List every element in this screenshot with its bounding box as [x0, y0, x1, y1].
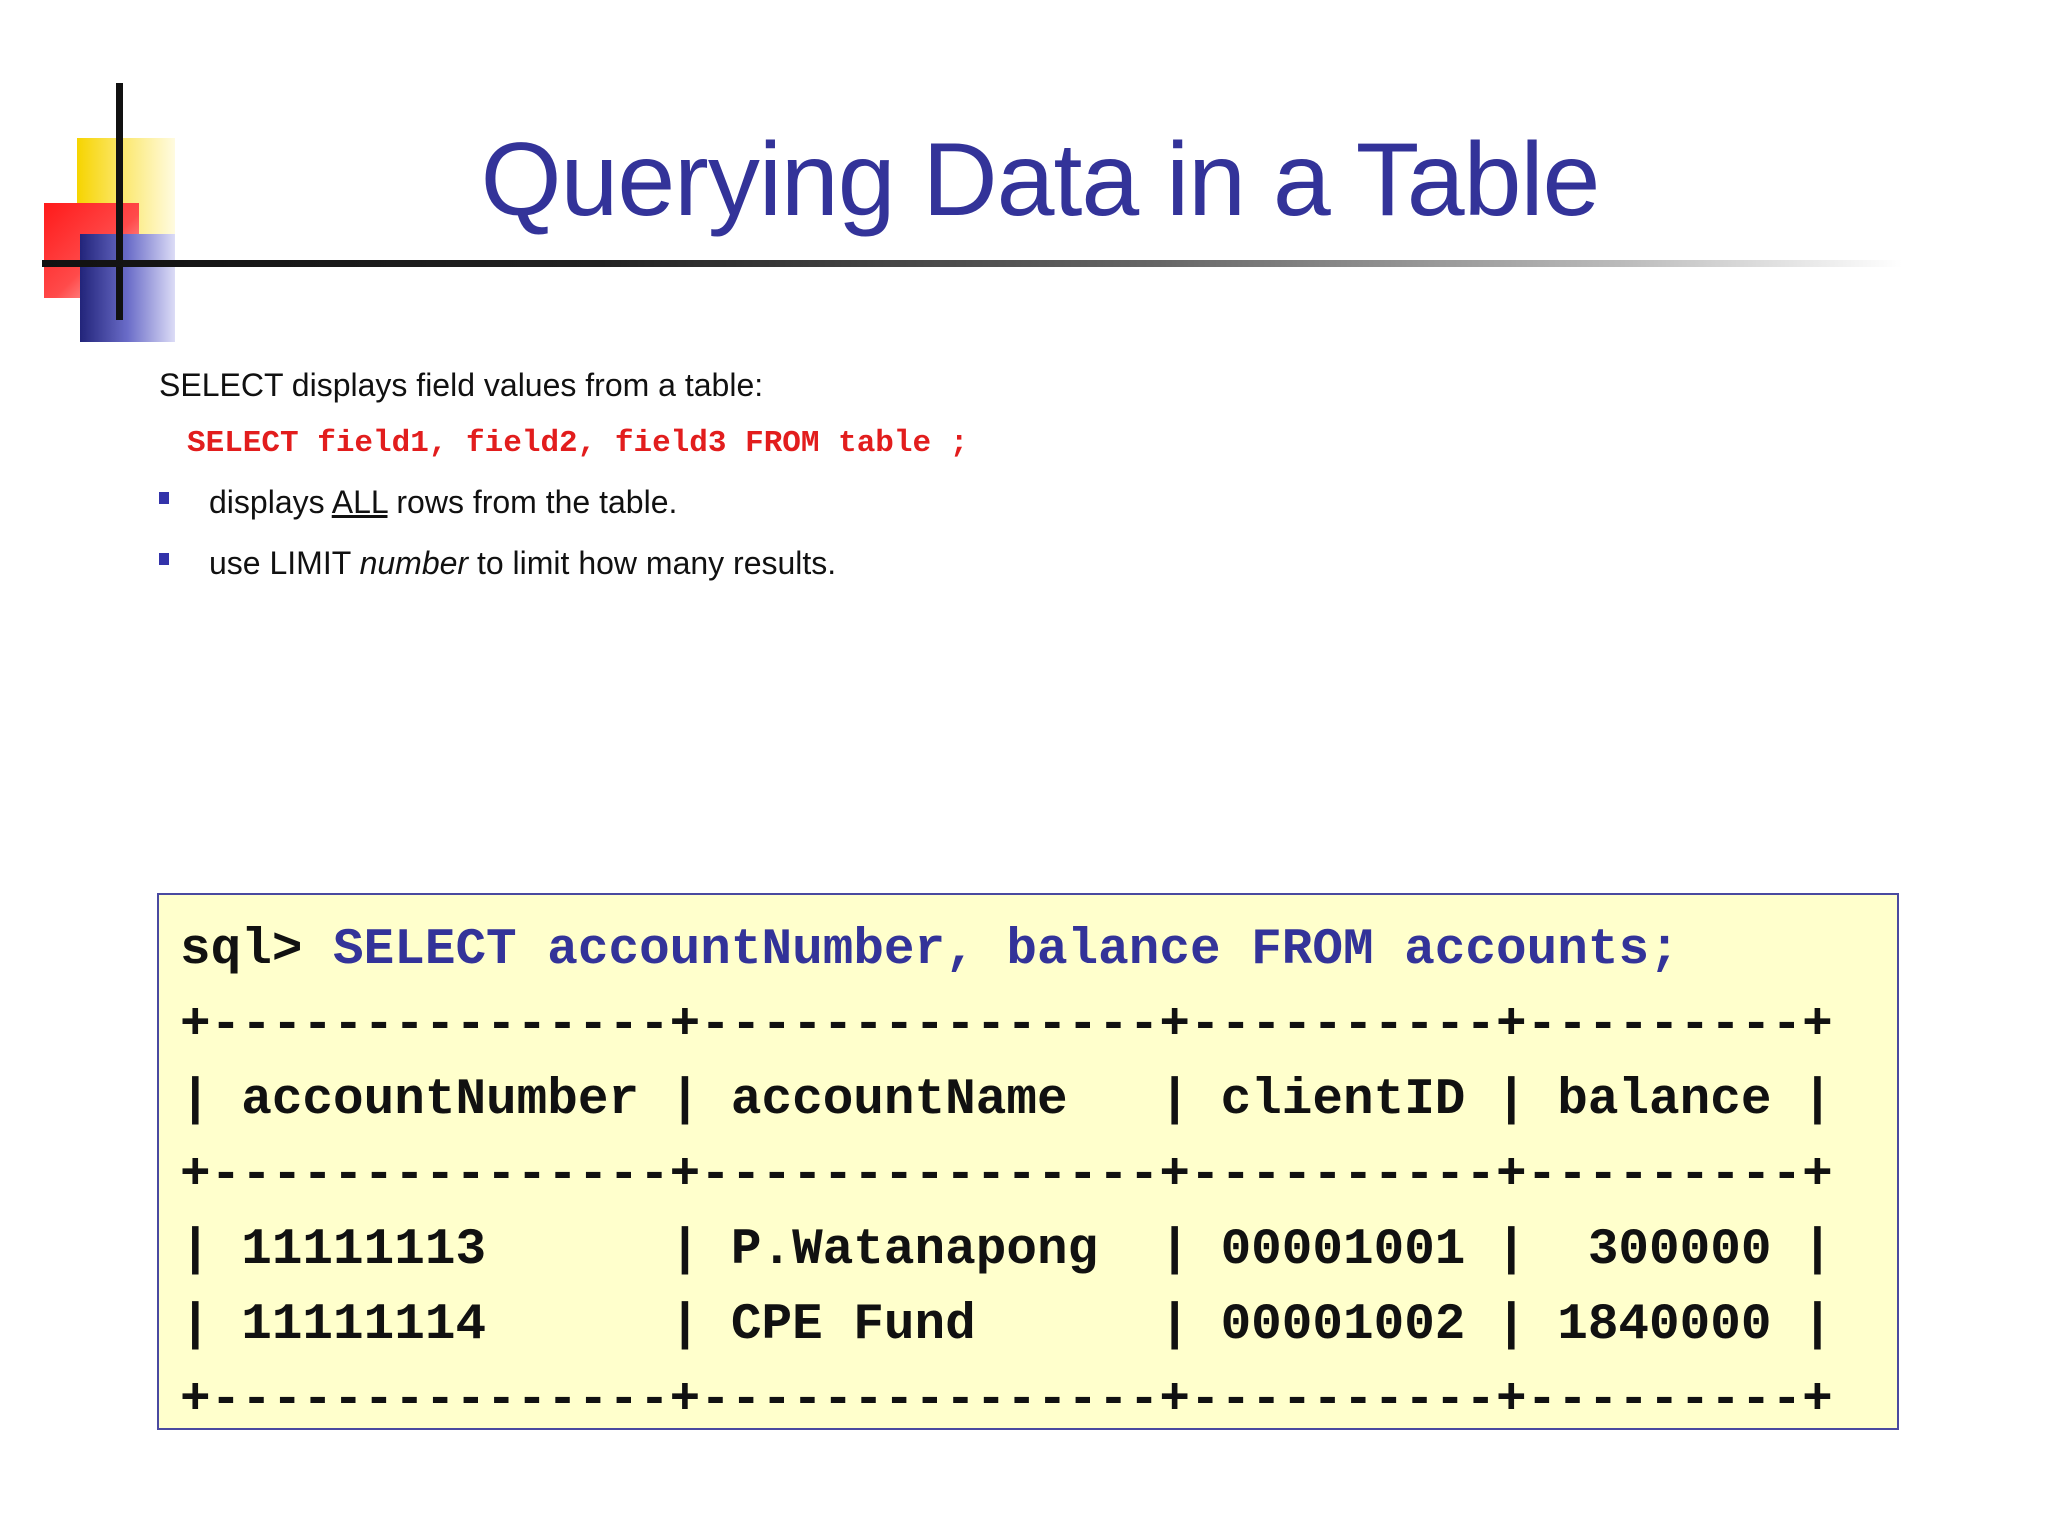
- sql-query: SELECT accountNumber, balance FROM accounts;: [333, 922, 1680, 979]
- logo-blue-square: [80, 234, 175, 342]
- bullet-emphasis: ALL: [331, 484, 388, 520]
- bullet-emphasis: number: [359, 545, 469, 581]
- bullet-text: [209, 545, 836, 582]
- bullet-suffix: rows from the table.: [387, 484, 678, 520]
- table-row: | 11111114 | CPE Fund | 00001002 | 1840000 |: [180, 1297, 1833, 1354]
- sql-output-box: [157, 893, 1899, 1430]
- table-border-bottom: +---------------+---------------+----------+---------+: [180, 1372, 1833, 1429]
- bullet-marker-icon: [159, 553, 169, 565]
- table-row: | 11111113 | P.Watanapong | 00001001 | 300000 |: [180, 1222, 1833, 1279]
- title-divider: [42, 260, 1902, 267]
- table-border-mid: +---------------+---------------+----------+---------+: [180, 1147, 1833, 1204]
- table-header-row: | accountNumber | accountName | clientID | balance |: [180, 1072, 1833, 1129]
- intro-text: SELECT displays field values from a table:: [159, 367, 764, 403]
- logo-vertical-rule: [116, 83, 123, 320]
- slide-title: Querying Data in a Table: [480, 122, 1600, 238]
- bullet-suffix: to limit how many results.: [468, 545, 837, 581]
- select-syntax-example: SELECT field1, field2, field3 FROM table ;: [187, 426, 969, 461]
- bullet-prefix: displays: [209, 484, 332, 520]
- bullet-text: [209, 484, 677, 521]
- sql-command-line: [180, 922, 1680, 979]
- bullet-marker-icon: [159, 492, 169, 504]
- sql-prompt: sql>: [180, 922, 334, 979]
- bullet-prefix: use LIMIT: [209, 545, 360, 581]
- table-border-top: +---------------+---------------+----------+---------+: [180, 997, 1833, 1054]
